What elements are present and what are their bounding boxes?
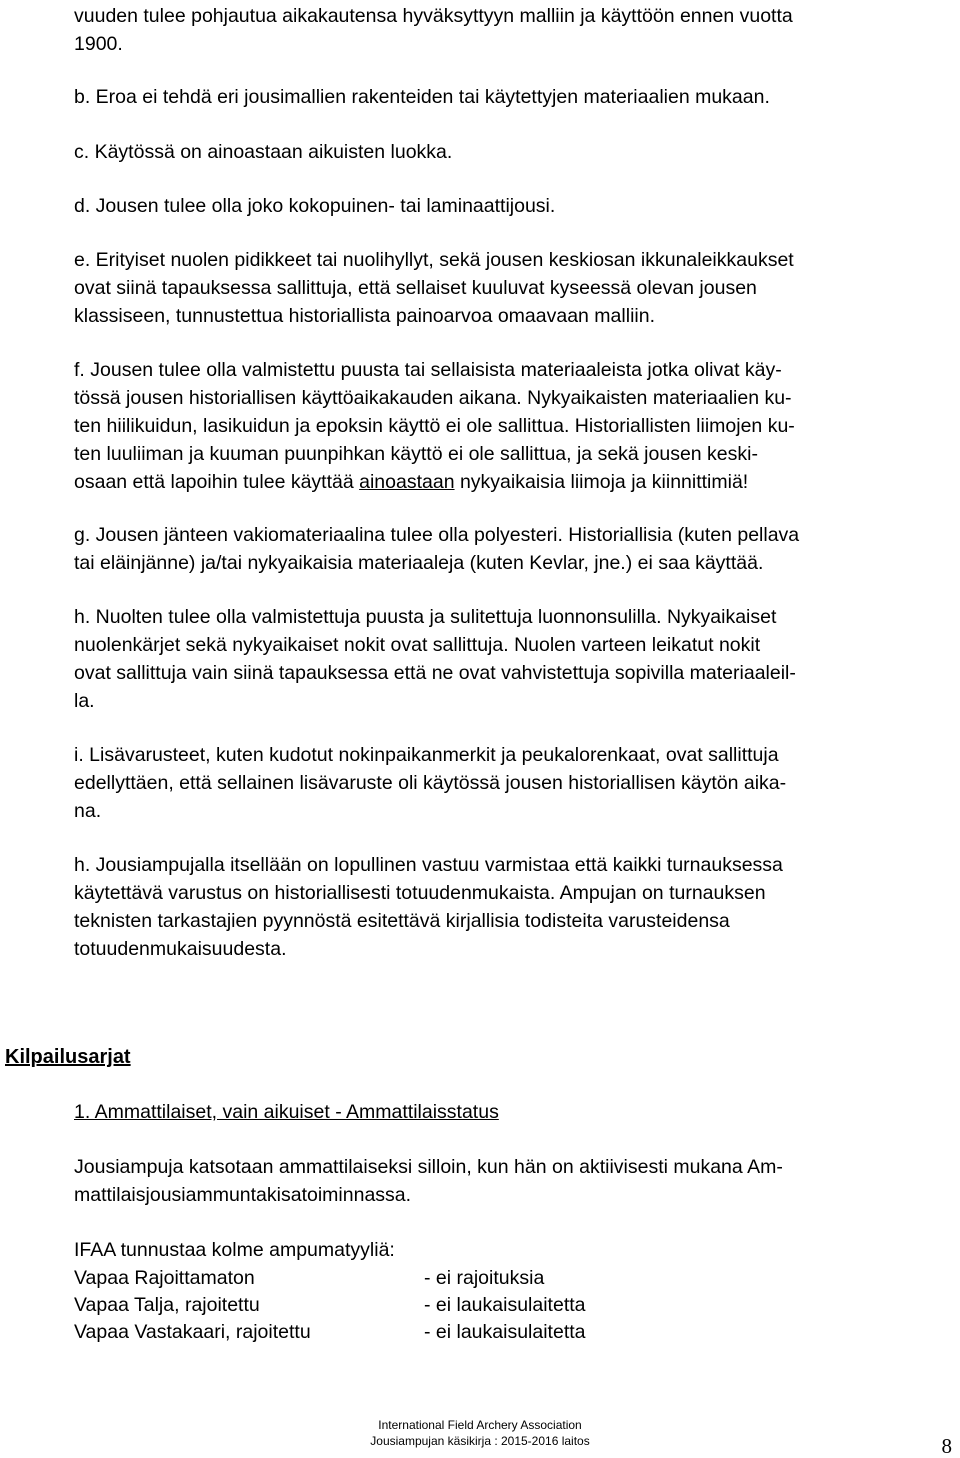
body-text-line: h. Nuolten tulee olla valmistettuja puusta ja sulitettuja luonnonsulilla. Nykyaikaiset bbox=[74, 606, 777, 628]
text-run: nykyaikaisia liimoja ja kiinnittimiä! bbox=[454, 471, 749, 493]
body-text-line: mattilaisjousiammuntakisatoiminnassa. bbox=[74, 1184, 412, 1206]
body-text-line: ovat sallittuja vain siinä tapauksessa että ne ovat vahvistettuja sopivilla materiaaleil- bbox=[74, 662, 796, 684]
list-item-d: d. Jousen tulee olla joko kokopuinen- tai laminaattijousi. bbox=[74, 195, 556, 217]
body-text-line: Jousiampuja katsotaan ammattilaiseksi silloin, kun hän on aktiivisesti mukana Am- bbox=[74, 1156, 783, 1178]
footer-organization: International Field Archery Association bbox=[378, 1418, 582, 1432]
style-note: - ei laukaisulaitetta bbox=[424, 1321, 586, 1343]
body-text-line: la. bbox=[74, 690, 95, 712]
section-heading: Kilpailusarjat bbox=[5, 1046, 131, 1068]
body-text-line: käytettävä varustus on historiallisesti totuudenmukaista. Ampujan on turnauksen bbox=[74, 882, 766, 904]
body-text-line: tai eläinjänne) ja/tai nykyaikaisia materiaaleja (kuten Kevlar, jne.) ei saa käyttää. bbox=[74, 552, 764, 574]
style-note: - ei rajoituksia bbox=[424, 1267, 545, 1289]
body-text-line: klassiseen, tunnustettua historiallista painoarvoa omaavaan malliin. bbox=[74, 305, 655, 327]
body-text-line: f. Jousen tulee olla valmistettu puusta tai sellaisista materiaaleista jotka olivat käy- bbox=[74, 359, 782, 381]
body-text-line: totuudenmukaisuudesta. bbox=[74, 938, 287, 960]
body-text-line: ovat siinä tapauksessa sallittuja, että sellaiset kuuluvat kyseessä olevan jousen bbox=[74, 277, 757, 299]
body-text-line: vuuden tulee pohjautua aikakautensa hyväksyttyyn malliin ja käyttöön ennen vuotta bbox=[74, 5, 793, 27]
style-name: Vapaa Vastakaari, rajoitettu bbox=[74, 1321, 311, 1343]
style-note: - ei laukaisulaitetta bbox=[424, 1294, 586, 1316]
body-text-line bbox=[74, 468, 748, 496]
body-text-line: teknisten tarkastajien pyynnöstä esitettävä kirjallisia todisteita varusteidensa bbox=[74, 910, 730, 932]
body-text-line: tössä jousen historiallisen käyttöaikakauden aikana. Nykyaikaisten materiaalien ku- bbox=[74, 387, 792, 409]
body-text-line: ten hiilikuidun, lasikuidun ja epoksin käyttö ei ole sallittua. Historiallisten liimojen ku- bbox=[74, 415, 795, 437]
footer-handbook: Jousiampujan käsikirja : 2015-2016 laitos bbox=[370, 1434, 590, 1448]
subsection-heading: 1. Ammattilaiset, vain aikuiset - Ammattilaisstatus bbox=[74, 1101, 499, 1123]
styles-intro: IFAA tunnustaa kolme ampumatyyliä: bbox=[74, 1239, 395, 1261]
style-name: Vapaa Rajoittamaton bbox=[74, 1267, 255, 1289]
page-number: 8 bbox=[941, 1434, 952, 1458]
body-text-line: e. Erityiset nuolen pidikkeet tai nuolihyllyt, sekä jousen keskiosan ikkunaleikkaukset bbox=[74, 249, 794, 271]
body-text-line: i. Lisävarusteet, kuten kudotut nokinpaikanmerkit ja peukalorenkaat, ovat sallittuja bbox=[74, 744, 779, 766]
body-text-line: edellyttäen, että sellainen lisävaruste oli käytössä jousen historiallisen käytön aika- bbox=[74, 772, 787, 794]
body-text-line: 1900. bbox=[74, 33, 123, 55]
body-text-line: ten luuliiman ja kuuman puunpihkan käyttö ei ole sallittua, ja sekä jousen keski- bbox=[74, 443, 758, 465]
list-item-b: b. Eroa ei tehdä eri jousimallien rakenteiden tai käytettyjen materiaalien mukaan. bbox=[74, 86, 770, 108]
body-text-line: h. Jousiampujalla itsellään on lopullinen vastuu varmistaa että kaikki turnauksessa bbox=[74, 854, 783, 876]
body-text-line: nuolenkärjet sekä nykyaikaiset nokit ovat sallittuja. Nuolen varteen leikatut nokit bbox=[74, 634, 761, 656]
body-text-line: g. Jousen jänteen vakiomateriaalina tulee olla polyesteri. Historiallisia (kuten pellava bbox=[74, 524, 800, 546]
body-text-line: na. bbox=[74, 800, 102, 822]
style-name: Vapaa Talja, rajoitettu bbox=[74, 1294, 260, 1316]
emphasis-text: ainoastaan bbox=[359, 471, 455, 493]
list-item-c: c. Käytössä on ainoastaan aikuisten luokka. bbox=[74, 141, 453, 163]
text-run: osaan että lapoihin tulee käyttää bbox=[74, 471, 360, 493]
